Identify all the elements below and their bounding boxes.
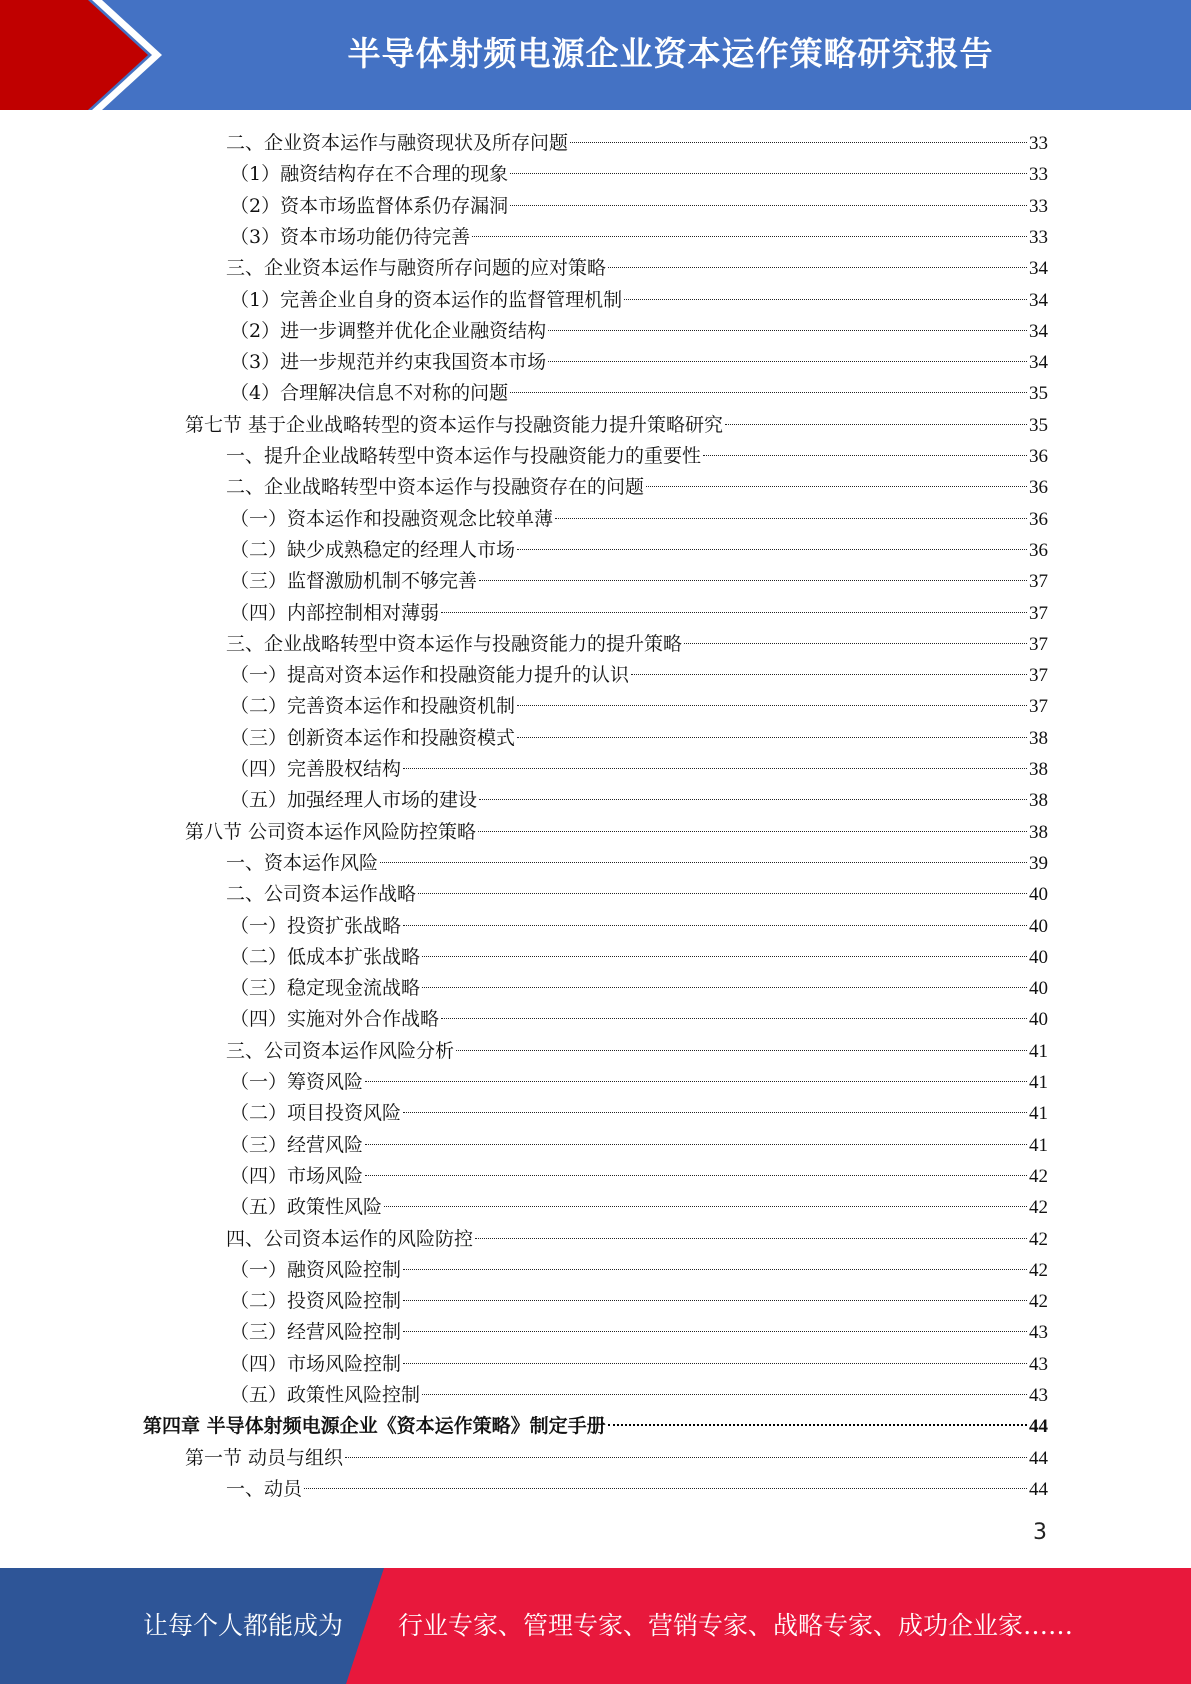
toc-dot-leader (365, 1144, 1027, 1145)
toc-entry-page: 33 (1029, 133, 1048, 154)
toc-entry-title: 一、资本运作风险 (226, 851, 379, 874)
toc-entry[interactable] (230, 1349, 1048, 1380)
toc-dot-leader (475, 1238, 1027, 1239)
toc-entry[interactable] (185, 817, 1048, 848)
toc-entry-page: 44 (1029, 1478, 1048, 1500)
toc-dot-leader (403, 1300, 1027, 1301)
toc-entry-page: 40 (1029, 978, 1048, 1000)
toc-dot-leader (548, 330, 1027, 331)
toc-entry-page: 42 (1029, 1228, 1048, 1250)
toc-dot-leader (422, 956, 1027, 957)
toc-dot-leader (510, 205, 1027, 206)
toc-entry[interactable] (230, 191, 1048, 222)
toc-entry[interactable] (185, 1443, 1048, 1474)
toc-dot-leader (608, 267, 1027, 268)
toc-entry-page: 35 (1029, 383, 1048, 405)
toc-dot-leader (345, 1457, 1027, 1458)
toc-entry-page: 43 (1029, 1385, 1048, 1406)
toc-entry[interactable] (230, 504, 1048, 535)
toc-entry-page: 39 (1029, 852, 1048, 874)
toc-dot-leader (422, 1394, 1027, 1395)
toc-dot-leader (548, 361, 1027, 362)
toc-dot-leader (570, 142, 1027, 143)
toc-entry-title: （二）项目投资风险 (230, 1102, 402, 1125)
toc-entry[interactable] (230, 159, 1048, 190)
toc-dot-leader (479, 799, 1027, 800)
toc-dot-leader (403, 1269, 1027, 1270)
toc-entry-page: 36 (1029, 508, 1048, 530)
toc-entry[interactable] (185, 410, 1048, 441)
toc-dot-leader (725, 424, 1027, 425)
toc-dot-leader (418, 893, 1027, 894)
toc-dot-leader (384, 1206, 1027, 1207)
toc-entry-title: （三）稳定现金流战略 (230, 977, 421, 1000)
toc-entry-title: 三、企业战略转型中资本运作与投融资能力的提升策略 (226, 632, 683, 655)
toc-entry-page: 33 (1029, 164, 1048, 186)
toc-entry-page: 42 (1029, 1291, 1048, 1313)
toc-entry-title: 二、企业战略转型中资本运作与投融资存在的问题 (226, 476, 645, 499)
toc-entry-page: 38 (1029, 727, 1048, 749)
toc-entry[interactable] (230, 1130, 1048, 1161)
toc-dot-leader (608, 1424, 1027, 1426)
toc-dot-leader (703, 455, 1027, 456)
toc-dot-leader (555, 518, 1027, 519)
toc-entry[interactable] (230, 660, 1048, 691)
toc-entry-title: 一、提升企业战略转型中资本运作与投融资能力的重要性 (226, 445, 702, 467)
toc-entry-title: （三）经营风险 (230, 1133, 364, 1156)
toc-entry-title: （二）投资风险控制 (230, 1290, 402, 1313)
toc-dot-leader (624, 299, 1027, 300)
toc-entry[interactable] (226, 128, 1048, 159)
toc-entry-page: 41 (1029, 1103, 1048, 1125)
toc-dot-leader (510, 173, 1027, 174)
toc-entry-title: （四）内部控制相对薄弱 (230, 601, 440, 624)
toc-entry[interactable] (226, 472, 1048, 503)
toc-entry[interactable] (230, 754, 1048, 785)
toc-entry[interactable] (230, 285, 1048, 316)
toc-entry-title: 二、企业资本运作与融资现状及所存问题 (226, 132, 569, 154)
toc-dot-leader (472, 236, 1027, 237)
toc-dot-leader (510, 392, 1027, 393)
toc-entry[interactable] (230, 1255, 1048, 1286)
toc-dot-leader (380, 862, 1027, 863)
toc-entry-page: 42 (1029, 1259, 1048, 1281)
toc-entry[interactable] (230, 1286, 1048, 1317)
toc-dot-leader (517, 705, 1027, 706)
toc-entry-page: 34 (1029, 352, 1048, 374)
toc-entry-page: 38 (1029, 821, 1048, 843)
toc-entry-title: （五）加强经理人市场的建设 (230, 789, 478, 812)
toc-entry-page: 38 (1029, 759, 1048, 780)
toc-entry-page: 35 (1029, 414, 1048, 436)
toc-entry-page: 37 (1029, 696, 1048, 718)
toc-entry[interactable] (230, 1380, 1048, 1411)
toc-entry-title: （3）资本市场功能仍待完善 (230, 225, 471, 248)
toc-entry-title: （四）实施对外合作战略 (230, 1008, 440, 1031)
toc-entry-page: 44 (1029, 1447, 1048, 1469)
toc-entry-page: 34 (1029, 289, 1048, 311)
toc-dot-leader (403, 1112, 1027, 1113)
toc-entry-title: （2）进一步调整并优化企业融资结构 (230, 319, 547, 342)
toc-dot-leader (403, 768, 1027, 769)
toc-entry-title: 三、企业资本运作与融资所存问题的应对策略 (226, 257, 607, 280)
toc-entry[interactable] (230, 378, 1048, 409)
toc-entry-page: 37 (1029, 665, 1048, 687)
toc-entry-title: （一）资本运作和投融资观念比较单薄 (230, 507, 554, 530)
toc-entry-title: （二）低成本扩张战略 (230, 945, 421, 968)
footer-slogan-right: 行业专家、管理专家、营销专家、战略专家、成功企业家…… (398, 1611, 1074, 1640)
toc-entry-page: 37 (1029, 602, 1048, 624)
page-number: 3 (1033, 1520, 1047, 1545)
toc-entry-page: 44 (1029, 1416, 1048, 1438)
toc-entry-title: （二）缺少成熟稳定的经理人市场 (230, 538, 516, 561)
toc-entry-page: 34 (1029, 320, 1048, 342)
toc-entry[interactable] (230, 347, 1048, 378)
toc-entry[interactable] (226, 441, 1048, 472)
toc-dot-leader (365, 1081, 1027, 1082)
toc-dot-leader (517, 549, 1027, 550)
toc-entry-title: （4）合理解决信息不对称的问题 (230, 382, 509, 405)
toc-entry-page: 37 (1029, 571, 1048, 593)
toc-entry[interactable] (230, 535, 1048, 566)
toc-entry[interactable] (230, 1098, 1048, 1129)
toc-entry-title: 第一节 动员与组织 (185, 1446, 344, 1469)
toc-entry-page: 33 (1029, 195, 1048, 217)
toc-entry-title: （一）投资扩张战略 (230, 914, 402, 937)
toc-entry-title: 四、公司资本运作的风险防控 (226, 1227, 474, 1250)
toc-dot-leader (631, 674, 1027, 675)
toc-dot-leader (441, 1018, 1027, 1019)
toc-entry-title: （1）融资结构存在不合理的现象 (230, 163, 509, 186)
toc-entry[interactable] (230, 566, 1048, 597)
toc-entry-title: （四）完善股权结构 (230, 758, 402, 780)
toc-entry[interactable] (230, 1004, 1048, 1035)
toc-entry[interactable] (230, 1317, 1048, 1348)
footer-slogan-left: 让每个人都能成为 (143, 1611, 344, 1640)
toc-entry[interactable] (230, 691, 1048, 722)
toc-entry[interactable] (226, 879, 1048, 910)
toc-entry-page: 43 (1029, 1353, 1048, 1375)
toc-entry[interactable] (230, 973, 1048, 1004)
page-footer (0, 1568, 1191, 1684)
toc-dot-leader (403, 1331, 1027, 1332)
toc-entry-page: 33 (1029, 226, 1048, 248)
toc-entry-title: （五）政策性风险控制 (230, 1384, 421, 1406)
toc-dot-leader (684, 643, 1027, 644)
toc-entry[interactable] (230, 222, 1048, 253)
toc-entry[interactable] (230, 598, 1048, 629)
toc-entry[interactable] (230, 785, 1048, 816)
toc-dot-leader (304, 1488, 1027, 1489)
toc-entry[interactable] (226, 629, 1048, 660)
toc-entry-title: 二、公司资本运作战略 (226, 883, 417, 906)
toc-dot-leader (365, 1175, 1027, 1176)
toc-entry-title: （二）完善资本运作和投融资机制 (230, 695, 516, 718)
toc-entry-title: 第四章 半导体射频电源企业《资本运作策略》制定手册 (143, 1415, 606, 1438)
toc-entry-title: （一）融资风险控制 (230, 1258, 402, 1281)
toc-entry-title: （3）进一步规范并约束我国资本市场 (230, 351, 547, 374)
toc-dot-leader (479, 580, 1027, 581)
toc-dot-leader (517, 737, 1027, 738)
toc-entry[interactable] (230, 316, 1048, 347)
toc-dot-leader (646, 486, 1027, 487)
toc-entry-title: （1）完善企业自身的资本运作的监督管理机制 (230, 288, 623, 311)
toc-entry-title: （三）经营风险控制 (230, 1321, 402, 1344)
toc-entry-page: 36 (1029, 446, 1048, 467)
toc-entry[interactable] (226, 1224, 1048, 1255)
report-title: 半导体射频电源企业资本运作策略研究报告 (347, 34, 994, 73)
toc-entry-title: 一、动员 (226, 1477, 303, 1500)
toc-entry[interactable] (143, 1411, 1048, 1442)
toc-entry-page: 38 (1029, 790, 1048, 812)
toc-entry-title: （一）筹资风险 (230, 1071, 364, 1093)
toc-entry[interactable] (230, 1161, 1048, 1192)
toc-entry-title: （四）市场风险 (230, 1164, 364, 1187)
toc-entry-page: 36 (1029, 539, 1048, 561)
toc-entry[interactable] (230, 911, 1048, 942)
toc-entry-title: （三）创新资本运作和投融资模式 (230, 726, 516, 749)
toc-entry-title: 三、公司资本运作风险分析 (226, 1039, 455, 1062)
toc-dot-leader (456, 1050, 1027, 1051)
toc-entry[interactable] (230, 942, 1048, 973)
toc-entry[interactable] (226, 253, 1048, 284)
toc-entry[interactable] (226, 848, 1048, 879)
toc-entry-page: 43 (1029, 1322, 1048, 1344)
toc-entry-title: 第八节 公司资本运作风险防控策略 (185, 820, 477, 843)
toc-entry-title: （四）市场风险控制 (230, 1352, 402, 1375)
toc-entry-title: 第七节 基于企业战略转型的资本运作与投融资能力提升策略研究 (185, 413, 724, 436)
toc-entry-title: （一）提高对资本运作和投融资能力提升的认识 (230, 664, 630, 687)
toc-entry-title: （五）政策性风险 (230, 1196, 383, 1219)
toc-entry[interactable] (226, 1036, 1048, 1067)
toc-entry[interactable] (230, 723, 1048, 754)
toc-entry-page: 40 (1029, 1009, 1048, 1031)
toc-entry-title: （三）监督激励机制不够完善 (230, 570, 478, 593)
toc-entry-page: 40 (1029, 884, 1048, 906)
toc-entry[interactable] (230, 1192, 1048, 1223)
toc-entry-page: 41 (1029, 1040, 1048, 1062)
toc-dot-leader (403, 925, 1027, 926)
toc-entry-page: 40 (1029, 915, 1048, 937)
toc-entry-page: 34 (1029, 258, 1048, 280)
toc-entry[interactable] (226, 1474, 1048, 1505)
page-header (0, 0, 1191, 110)
toc-entry-page: 37 (1029, 633, 1048, 655)
toc-entry-page: 40 (1029, 946, 1048, 968)
toc-dot-leader (403, 1363, 1027, 1364)
toc-entry-title: （2）资本市场监督体系仍存漏洞 (230, 194, 509, 217)
toc-entry-page: 42 (1029, 1165, 1048, 1187)
toc-dot-leader (441, 612, 1027, 613)
toc-dot-leader (422, 987, 1027, 988)
toc-entry-page: 36 (1029, 477, 1048, 499)
toc-dot-leader (478, 831, 1027, 832)
toc-entry[interactable] (230, 1067, 1048, 1098)
toc-entry-page: 41 (1029, 1072, 1048, 1093)
toc-entry-page: 41 (1029, 1134, 1048, 1156)
toc-entry-page: 42 (1029, 1197, 1048, 1219)
